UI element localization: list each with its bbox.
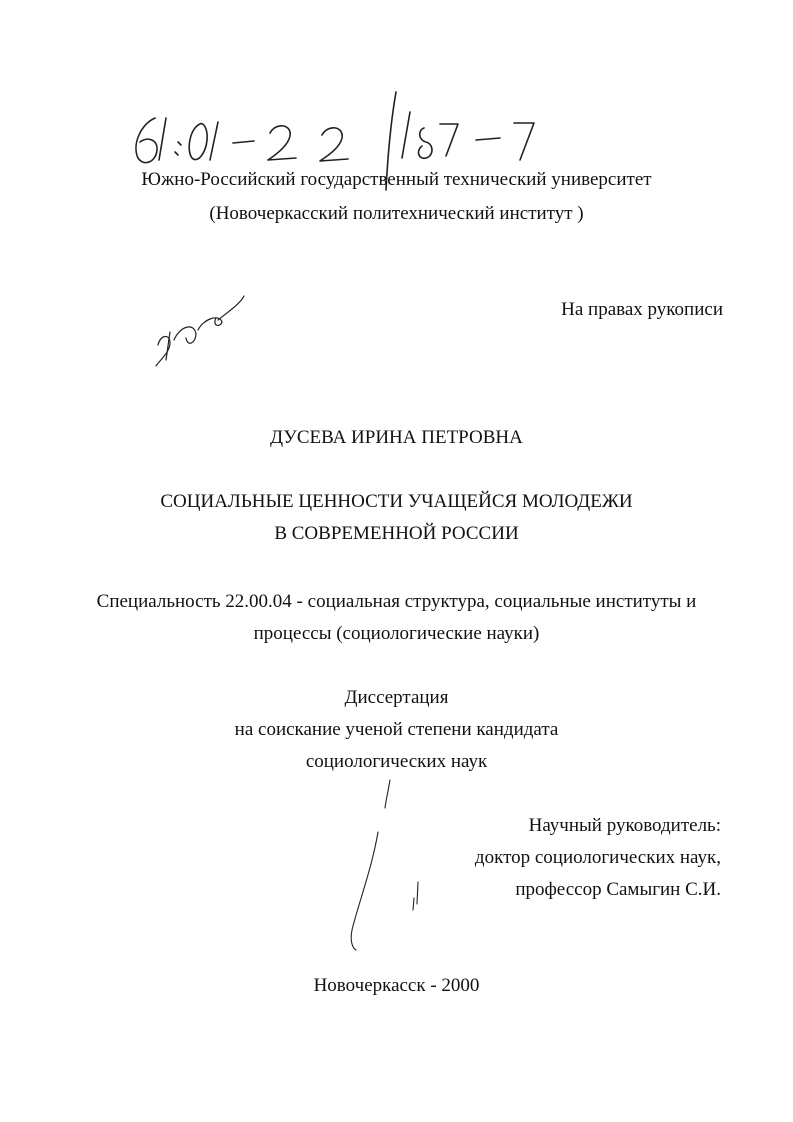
university-name: Южно-Российский государственный технический университет (141, 169, 652, 190)
city-year: Новочеркасск - 2000 (313, 975, 480, 996)
margin-strokes (351, 780, 418, 950)
supervisor-name: профессор Самыгин С.И. (515, 879, 721, 900)
title-line-1: СОЦИАЛЬНЫЕ ЦЕННОСТИ УЧАЩЕЙСЯ МОЛОДЕЖИ (160, 491, 633, 512)
institute-name: (Новочеркасский политехнический институт ) (209, 203, 584, 224)
author-name: ДУСЕВА ИРИНА ПЕТРОВНА (270, 427, 523, 448)
degree-line-2: социологических наук (305, 751, 488, 772)
supervisor-degree: доктор социологических наук, (474, 847, 721, 868)
dissertation-label: Диссертация (344, 687, 449, 708)
manuscript-rights: На правах рукописи (561, 299, 723, 320)
specialty-line-2: процессы (социологические науки) (253, 623, 540, 644)
specialty-line-1: Специальность 22.00.04 - социальная структура, социальные институты и (96, 591, 697, 612)
degree-line-1: на соискание ученой степени кандидата (234, 719, 559, 740)
supervisor-label: Научный руководитель: (528, 815, 721, 836)
signature-mark (156, 296, 244, 366)
title-line-2: В СОВРЕМЕННОЙ РОССИИ (274, 523, 519, 544)
